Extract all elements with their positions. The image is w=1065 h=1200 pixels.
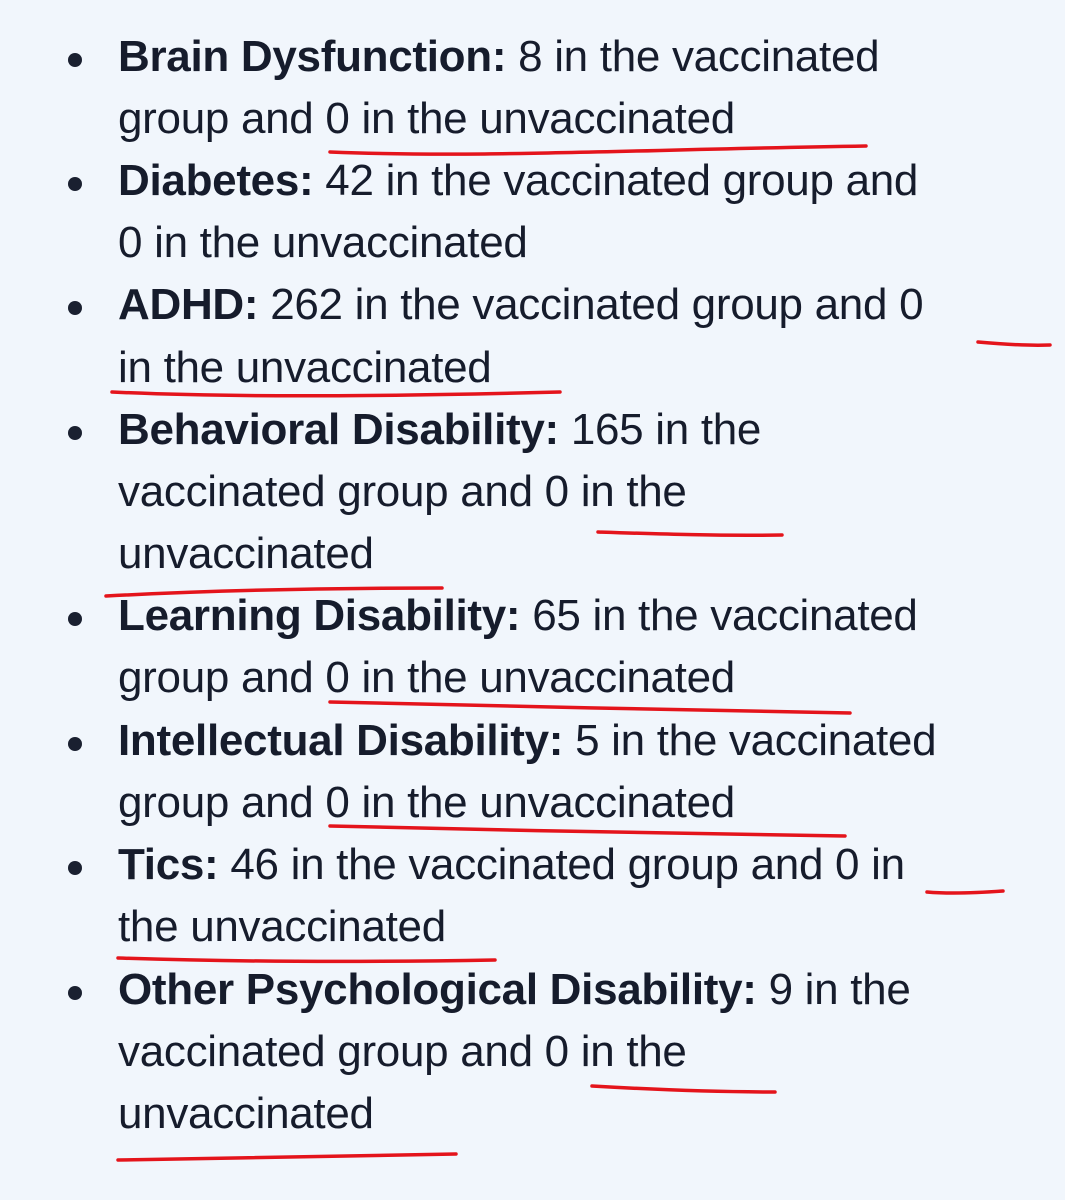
bullet-icon (68, 986, 82, 1000)
line (118, 404, 761, 456)
item-text: vaccinated group and 0 in the (118, 467, 687, 516)
item-text: unvaccinated (118, 529, 374, 578)
item-text: 165 in the (558, 405, 762, 454)
item-text: 0 in the unvaccinated (118, 218, 528, 267)
item-text: group and 0 in the unvaccinated (118, 653, 735, 702)
item-term: Diabetes: (118, 156, 314, 205)
line (118, 31, 879, 83)
bullet-icon (68, 612, 82, 626)
red-underline (978, 342, 1050, 345)
item-term: Intellectual Disability: (118, 716, 564, 765)
item-text: 46 in the vaccinated group and 0 in (218, 840, 905, 889)
item-term: Learning Disability: (118, 591, 521, 640)
item-term: Brain Dysfunction: (118, 32, 507, 81)
red-underline (118, 958, 495, 961)
item-text: 8 in the vaccinated (506, 32, 880, 81)
line (118, 715, 936, 767)
item-term: Other Psychological Disability: (118, 965, 757, 1014)
bullet-icon (68, 53, 82, 67)
item-text: unvaccinated (118, 1089, 374, 1138)
item-text: 5 in the vaccinated (563, 716, 937, 765)
bullet-icon (68, 861, 82, 875)
item-text: group and 0 in the unvaccinated (118, 94, 735, 143)
red-underline (598, 532, 782, 535)
red-underline (592, 1086, 775, 1092)
bullet-icon (68, 301, 82, 315)
item-text: 65 in the vaccinated (520, 591, 918, 640)
line (118, 839, 905, 891)
red-underline (330, 146, 866, 154)
red-underline (927, 891, 1003, 893)
item-text: in the unvaccinated (118, 343, 492, 392)
line (118, 155, 918, 207)
item-text: vaccinated group and 0 in the (118, 1027, 687, 1076)
item-term: Behavioral Disability: (118, 405, 559, 454)
bullet-icon (68, 426, 82, 440)
item-text: 9 in the (756, 965, 911, 1014)
red-underline (118, 1154, 456, 1160)
item-text: the unvaccinated (118, 902, 446, 951)
item-term: ADHD: (118, 280, 259, 329)
line (118, 279, 923, 331)
bullet-icon (68, 177, 82, 191)
item-text: 42 in the vaccinated group and (313, 156, 919, 205)
line (118, 590, 918, 642)
line (118, 964, 911, 1016)
item-text: group and 0 in the unvaccinated (118, 778, 735, 827)
item-term: Tics: (118, 840, 219, 889)
bullet-icon (68, 737, 82, 751)
item-text: 262 in the vaccinated group and 0 (258, 280, 924, 329)
